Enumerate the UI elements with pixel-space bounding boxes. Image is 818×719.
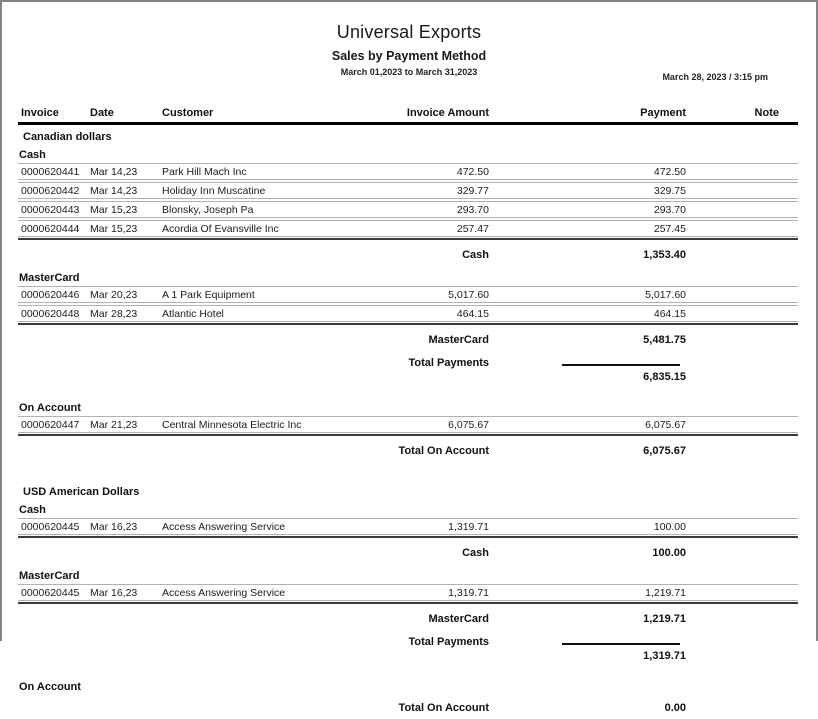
header-invoice: Invoice bbox=[21, 107, 59, 119]
payment-cell: 293.70 bbox=[653, 203, 686, 216]
payment-method-label: On Account bbox=[19, 681, 81, 693]
customer-cell: Park Hill Mach Inc bbox=[162, 165, 247, 178]
header-payment: Payment bbox=[640, 107, 686, 119]
customer-cell: Access Answering Service bbox=[162, 520, 286, 533]
payment-cell: 100.00 bbox=[653, 520, 686, 533]
invoice-amount-cell: 6,075.67 bbox=[448, 418, 489, 431]
payment-method-label: MasterCard bbox=[19, 570, 80, 582]
invoice-row bbox=[18, 220, 798, 237]
subtotal-label: MasterCard bbox=[428, 613, 489, 625]
invoice-amount-cell: 293.70 bbox=[456, 203, 489, 216]
date-cell: Mar 16,23 bbox=[90, 520, 138, 533]
invoice-amount-cell: 5,017.60 bbox=[448, 288, 489, 301]
date-cell: Mar 14,23 bbox=[90, 165, 138, 178]
total-on-account-row bbox=[18, 693, 798, 719]
currency-group-label: USD American Dollars bbox=[23, 486, 140, 498]
print-timestamp: March 28, 2023 / 3:15 pm bbox=[662, 72, 768, 82]
date-cell: Mar 28,23 bbox=[90, 307, 138, 320]
customer-cell: A 1 Park Equipment bbox=[162, 288, 255, 301]
total-payments-row bbox=[18, 351, 798, 388]
invoice-amount-cell: 1,319.71 bbox=[448, 586, 489, 599]
total-on-account-row bbox=[18, 436, 798, 462]
invoice-number-cell: 0000620443 bbox=[21, 203, 80, 216]
invoice-row bbox=[18, 163, 798, 180]
date-cell: Mar 15,23 bbox=[90, 222, 138, 235]
payment-cell: 329.75 bbox=[653, 184, 686, 197]
total-on-account-label: Total On Account bbox=[398, 702, 489, 714]
header-date: Date bbox=[90, 107, 114, 119]
date-cell: Mar 21,23 bbox=[90, 418, 138, 431]
total-payments-label: Total Payments bbox=[408, 636, 489, 648]
payment-cell: 257.45 bbox=[653, 222, 686, 235]
payment-cell: 5,017.60 bbox=[645, 288, 686, 301]
report-title: Universal Exports bbox=[336, 22, 482, 42]
report-table bbox=[18, 107, 798, 719]
invoice-number-cell: 0000620442 bbox=[21, 184, 80, 197]
subtotal-row bbox=[18, 325, 798, 351]
payment-method-label: Cash bbox=[19, 504, 46, 516]
payment-cell: 464.15 bbox=[653, 307, 686, 320]
invoice-row bbox=[18, 518, 798, 535]
subtotal-row bbox=[18, 604, 798, 630]
customer-cell: Acordia Of Evansville Inc bbox=[162, 222, 279, 235]
report-header bbox=[2, 2, 816, 77]
date-cell: Mar 15,23 bbox=[90, 203, 138, 216]
invoice-amount-cell: 329.77 bbox=[456, 184, 489, 197]
total-on-account-label: Total On Account bbox=[398, 445, 489, 457]
total-payments-row bbox=[18, 630, 798, 667]
payment-method-label: MasterCard bbox=[19, 272, 80, 284]
customer-cell: Access Answering Service bbox=[162, 586, 286, 599]
payment-cell: 472.50 bbox=[653, 165, 686, 178]
customer-cell: Blonsky, Joseph Pa bbox=[162, 203, 254, 216]
customer-cell: Central Minnesota Electric Inc bbox=[162, 418, 302, 431]
subtotal-value: 1,219.71 bbox=[643, 613, 686, 625]
invoice-row bbox=[18, 584, 798, 601]
subtotal-label: Cash bbox=[462, 547, 489, 559]
subtotal-label: MasterCard bbox=[428, 334, 489, 346]
total-payments-value: 1,319.71 bbox=[643, 650, 686, 662]
invoice-amount-cell: 464.15 bbox=[456, 307, 489, 320]
invoice-amount-cell: 257.47 bbox=[456, 222, 489, 235]
invoice-amount-cell: 472.50 bbox=[456, 165, 489, 178]
header-invoice-amount: Invoice Amount bbox=[406, 107, 489, 119]
subtotal-row bbox=[18, 538, 798, 564]
customer-cell: Holiday Inn Muscatine bbox=[162, 184, 266, 197]
subtotal-value: 100.00 bbox=[652, 547, 686, 559]
sum-rule bbox=[562, 364, 680, 366]
date-cell: Mar 16,23 bbox=[90, 586, 138, 599]
subtotal-value: 1,353.40 bbox=[643, 249, 686, 261]
invoice-row bbox=[18, 286, 798, 303]
payment-cell: 6,075.67 bbox=[645, 418, 686, 431]
subtotal-row bbox=[18, 240, 798, 266]
report-date-range: March 01,2023 to March 31,2023 bbox=[340, 67, 478, 77]
table-header-row bbox=[18, 107, 798, 125]
invoice-amount-cell: 1,319.71 bbox=[448, 520, 489, 533]
invoice-number-cell: 0000620447 bbox=[21, 418, 80, 431]
sum-rule bbox=[562, 643, 680, 645]
header-note: Note bbox=[754, 107, 779, 119]
invoice-row bbox=[18, 182, 798, 199]
subtotal-value: 5,481.75 bbox=[643, 334, 686, 346]
total-on-account-value: 6,075.67 bbox=[643, 445, 686, 457]
invoice-number-cell: 0000620444 bbox=[21, 222, 80, 235]
date-cell: Mar 20,23 bbox=[90, 288, 138, 301]
total-payments-value: 6,835.15 bbox=[643, 371, 686, 383]
customer-cell: Atlantic Hotel bbox=[162, 307, 224, 320]
invoice-number-cell: 0000620448 bbox=[21, 307, 80, 320]
total-on-account-value: 0.00 bbox=[664, 702, 686, 714]
total-payments-label: Total Payments bbox=[408, 357, 489, 369]
invoice-number-cell: 0000620446 bbox=[21, 288, 80, 301]
invoice-number-cell: 0000620445 bbox=[21, 520, 80, 533]
report-subtitle: Sales by Payment Method bbox=[331, 49, 487, 63]
invoice-row bbox=[18, 416, 798, 433]
payment-cell: 1,219.71 bbox=[645, 586, 686, 599]
invoice-number-cell: 0000620445 bbox=[21, 586, 80, 599]
payment-method-label: On Account bbox=[19, 402, 81, 414]
invoice-number-cell: 0000620441 bbox=[21, 165, 80, 178]
subtotal-label: Cash bbox=[462, 249, 489, 261]
date-cell: Mar 14,23 bbox=[90, 184, 138, 197]
invoice-row bbox=[18, 305, 798, 322]
header-customer: Customer bbox=[162, 107, 214, 119]
invoice-row bbox=[18, 201, 798, 218]
payment-method-label: Cash bbox=[19, 149, 46, 161]
currency-group-label: Canadian dollars bbox=[23, 131, 112, 143]
